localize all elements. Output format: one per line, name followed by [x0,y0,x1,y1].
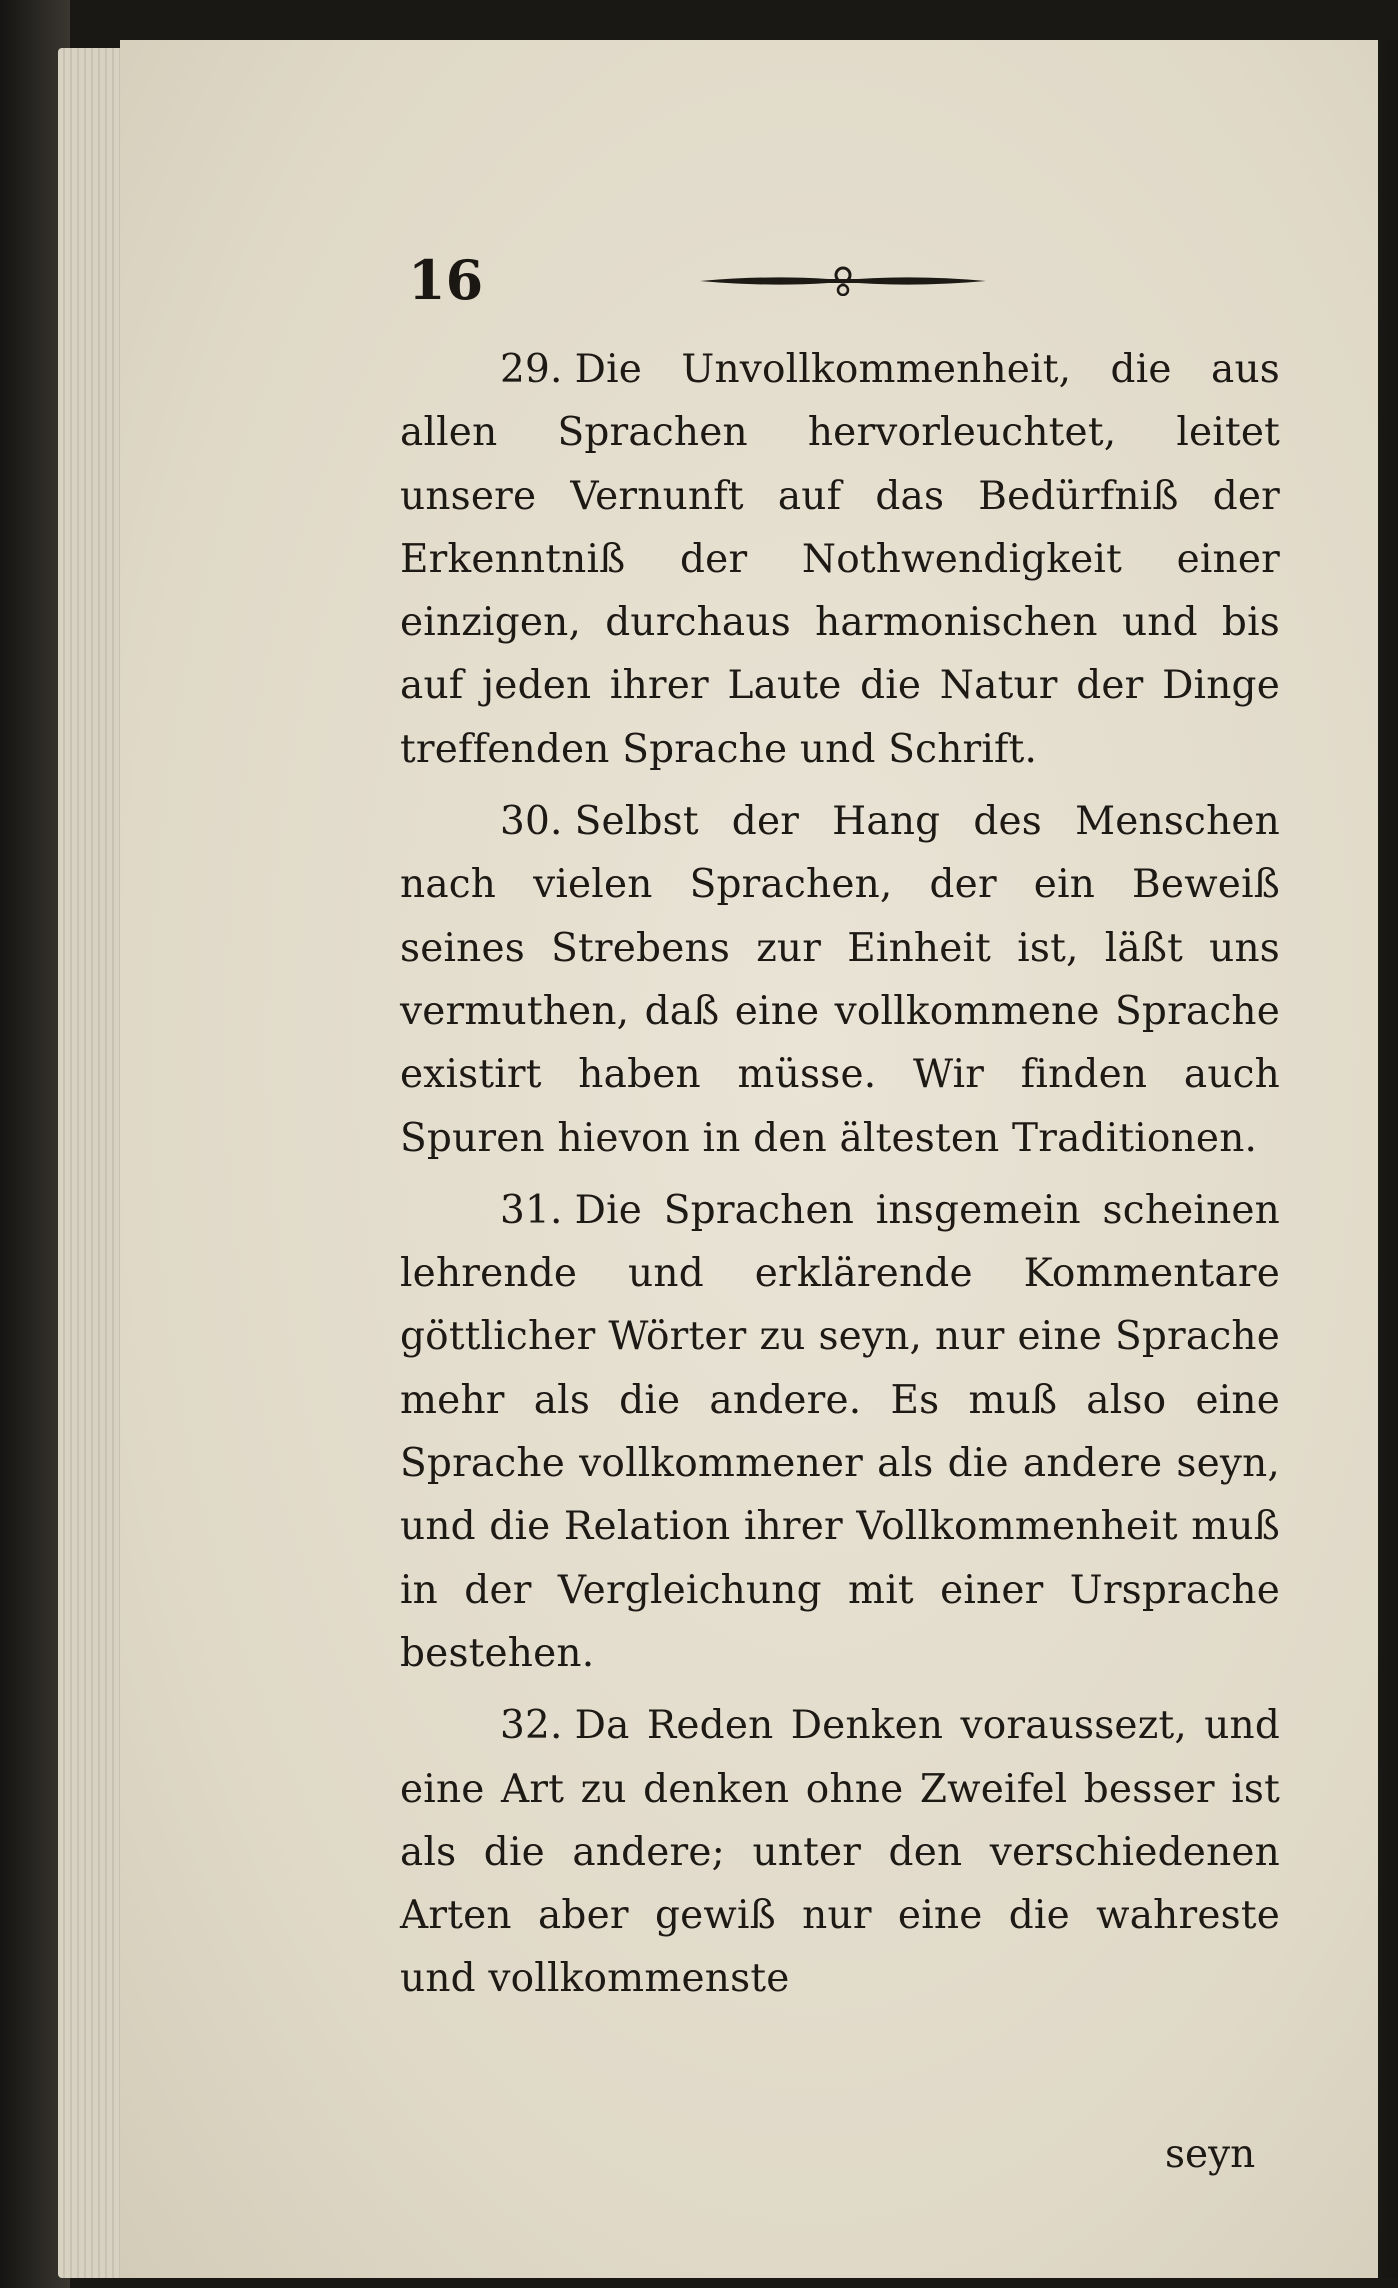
paragraph-number: 31. [500,1187,563,1233]
paragraph-text: Da Reden Denken voraussezt, und eine Art zu denken ohne Zweifel besser ist als die andere; unter den verschiedenen Arten aber gewiß nur eine die wahreste und vollkommenste [400,1703,1280,2002]
catchword: seyn [1165,2132,1256,2177]
paragraph-32 [400,1694,1280,2010]
body-text [400,338,1280,2020]
paragraph-text: Die Unvollkommenheit, die aus allen Sprachen hervorleuchtet, leitet unsere Vernunft auf das Bedürfniß der Erkenntniß der Nothwendigkeit einer einzigen, durchaus harmonischen und bis auf jeden ihrer Laute die Natur der Dinge treffenden Sprache und Schrift. [400,347,1280,772]
paragraph-number: 30. [500,799,563,845]
page-gutter-shadow [1378,40,1398,2278]
paragraph-text: Die Sprachen insgemein scheinen lehrende und erklärende Kommentare göttlicher Wörter zu seyn, nur eine Sprache mehr als die andere. Es muß also eine Sprache vollkommener als die andere seyn, und die Relation ihrer Vollkommenheit muß in der Vergleichung mit einer Ursprache bestehen. [400,1187,1280,1676]
paragraph-number: 32. [500,1703,563,1749]
paragraph-29 [400,338,1280,781]
paragraph-text: Selbst der Hang des Menschen nach vielen Sprachen, der ein Beweiß seines Strebens zur Einheit ist, läßt uns vermuthen, daß eine vollkommene Sprache existirt haben müsse. Wir finden auch Spuren hievon in den ältesten Traditionen. [400,799,1280,1161]
paragraph-30 [400,790,1280,1170]
decorative-rule-icon [698,266,988,296]
page-number: 16 [408,248,484,312]
paragraph-number: 29. [500,347,563,392]
page-header [408,248,1008,312]
paragraph-31 [400,1179,1280,1685]
